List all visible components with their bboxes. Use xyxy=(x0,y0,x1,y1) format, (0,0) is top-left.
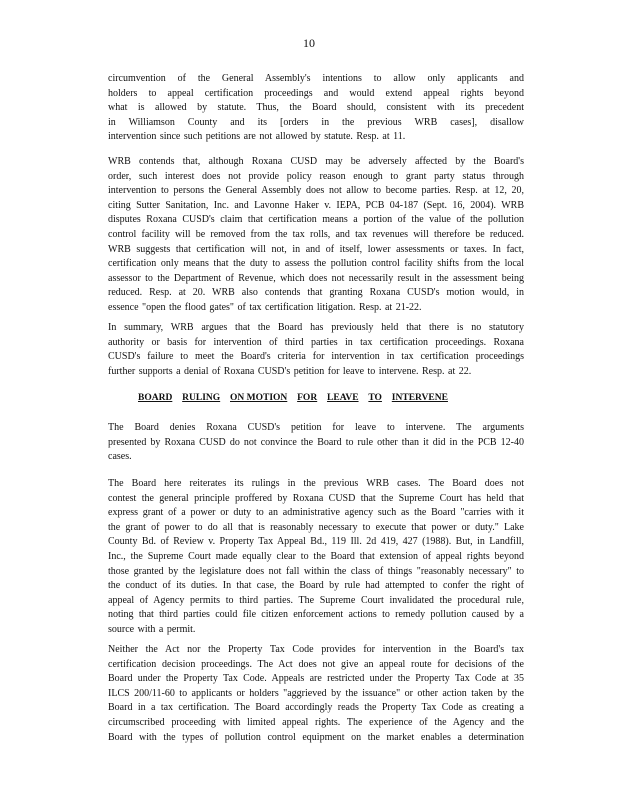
text-line: holders to appeal certification proceedings and would extend appeal rights beyond xyxy=(108,87,524,99)
text-line: express grant of a power or duty to an administrative agency such as the Board "carries with it xyxy=(108,507,524,519)
text-line: The Board here reiterates its rulings in the previous WRB cases. The Board does not xyxy=(108,478,524,489)
text-line: Board in a tax certification. The Board accordingly reads the Property Tax Code as creating a xyxy=(108,702,524,714)
text-line: Board under the Property Tax Code. Appeals are restricted under the Property Tax Code at 35 xyxy=(108,673,524,685)
text-line: Neither the Act nor the Property Tax Code provides for intervention in the Board's tax xyxy=(108,644,524,655)
section-heading xyxy=(138,393,448,403)
text-line: order, such interest does not provide policy reason enough to grant party status through xyxy=(108,170,524,182)
heading-word: BOARD xyxy=(138,393,173,403)
text-line: circumvention of the General Assembly's intentions to allow only applicants and xyxy=(108,73,524,84)
paragraph-3 xyxy=(108,321,524,379)
text-line: essence "open the flood gates" of tax certification litigation. Resp. at 21-22. xyxy=(108,301,422,313)
heading-word: TO xyxy=(368,393,382,403)
text-line: assessor to the Department of Revenue, which does not necessarily result in the assessment being xyxy=(108,272,524,284)
text-line: ILCS 200/11-60 to applicants or holders "aggrieved by the issuance" or other action taken by the xyxy=(108,687,524,699)
heading-word: INTERVENE xyxy=(391,393,448,403)
text-line: cases. xyxy=(108,451,132,463)
text-line: WRB suggests that certification will not, in and of itself, lower assessments or taxes. In fact, xyxy=(108,243,524,255)
text-line: contest the general principle proffered by Roxana CUSD that the Supreme Court has held that xyxy=(108,492,524,504)
text-line: Board with the types of pollution control equipment on the market enables a determination xyxy=(108,731,524,743)
text-line: source with a permit. xyxy=(108,623,196,635)
text-line: CUSD's failure to meet the Board's criteria for intervention in tax certification proceedings xyxy=(108,351,524,363)
text-line: intervention since such petitions are not allowed by statute. Resp. at 11. xyxy=(108,131,406,143)
text-line: WRB contends that, although Roxana CUSD may be adversely affected by the Board's xyxy=(108,156,524,167)
text-line: reduced. Resp. at 20. WRB also contends that granting Roxana CUSD's motion would, in xyxy=(108,287,524,299)
paragraph-4 xyxy=(108,421,524,465)
page-number: 10 xyxy=(303,36,315,50)
text-line: the conduct of its duties. In that case, the Board by rule had attempted to confer the right of xyxy=(108,580,524,592)
text-line: noting that third parties could file citizen enforcement actions to remedy pollution caused by a xyxy=(108,609,524,621)
paragraph-5 xyxy=(108,477,524,638)
text-line: circumscribed proceeding with limited appeal rights. The experience of the Agency and the xyxy=(108,716,524,728)
text-line: certification only means that the duty to assess the pollution control facility shifts from the local xyxy=(108,258,524,270)
paragraph-6 xyxy=(108,643,524,745)
paragraph-1 xyxy=(108,72,524,145)
text-line: what is allowed by statute. Thus, the Board should, consistent with its precedent xyxy=(108,102,524,114)
text-line: County Bd. of Review v. Property Tax Appeal Bd., 119 Ill. 2d 419, 427 (1988). But, in Landfill, xyxy=(108,536,524,548)
text-line: disputes Roxana CUSD's claim that certification means a portion of the value of the pollution xyxy=(108,214,524,226)
heading-word: FOR xyxy=(297,393,318,403)
text-line: The Board denies Roxana CUSD's petition for leave to intervene. The arguments xyxy=(108,422,524,433)
heading-word: ON MOTION xyxy=(230,393,288,403)
text-line: in Williamson County and its [orders in the previous WRB cases], disallow xyxy=(108,116,524,128)
text-line: In summary, WRB argues that the Board has previously held that there is no statutory xyxy=(108,322,524,333)
text-line: presented by Roxana CUSD do not convince the Board to rule other than it did in the PCB 12-40 xyxy=(108,436,524,448)
text-line: citing Sutter Sanitation, Inc. and Lavonne Haker v. IEPA, PCB 04-187 (Sept. 16, 2004). WRB xyxy=(108,199,524,211)
heading-word: RULING xyxy=(182,393,221,403)
text-line: intervention to persons the General Assembly does not allow to become parties. Resp. at 12, 20, xyxy=(108,185,524,197)
paragraph-2 xyxy=(108,155,524,316)
heading-word: LEAVE xyxy=(327,393,359,403)
text-line: certification decision proceedings. The Act does not give an appeal route for decisions of the xyxy=(108,658,524,670)
text-line: authority or basis for intervention of third parties in tax certification proceedings. Roxana xyxy=(108,336,524,348)
text-line: further supports a denial of Roxana CUSD's petition for leave to intervene. Resp. at 22. xyxy=(108,365,472,377)
text-line: those granted by the legislature does not fall within the class of things "reasonably necessary" to xyxy=(108,565,524,577)
text-line: Inc., the Supreme Court made equally clear to the Board that extension of appeal rights beyond xyxy=(108,550,524,562)
text-line: appeal of Agency permits to third parties. The Supreme Court invalidated the procedural rule, xyxy=(108,594,524,606)
text-line: control facility will be removed from the tax rolls, and tax revenues will therefore be reduced. xyxy=(108,228,524,240)
text-line: the grant of power to do all that is reasonably necessary to execute that power or duty." Lake xyxy=(108,521,524,533)
